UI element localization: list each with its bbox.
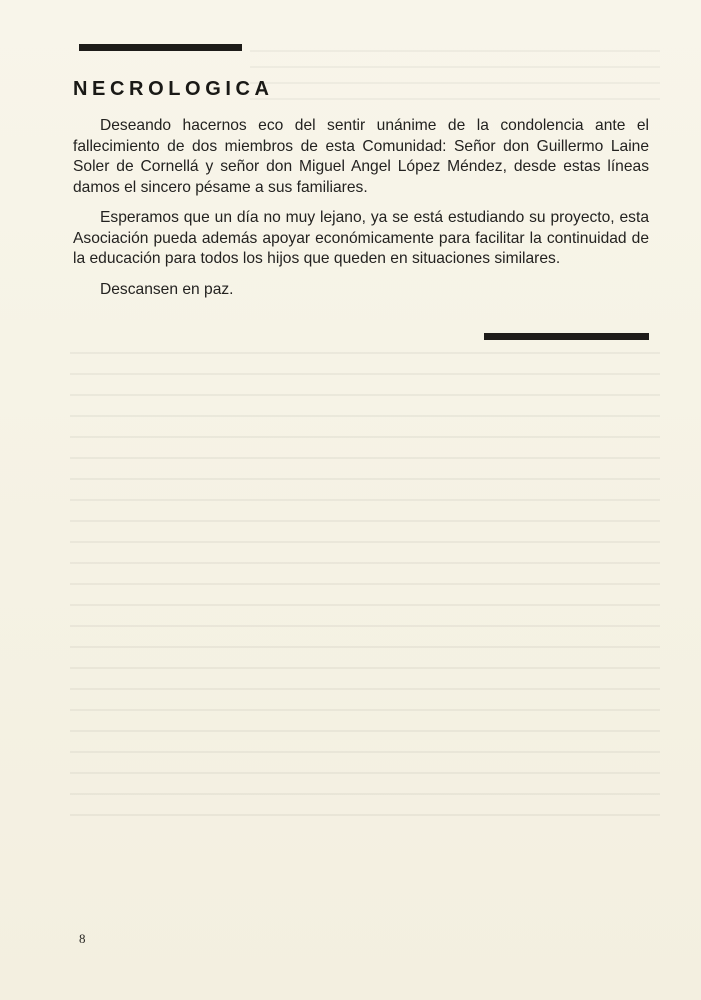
bottom-rule-bar bbox=[484, 333, 649, 340]
paragraph-closing: Descansen en paz. bbox=[100, 280, 234, 298]
page-number: 8 bbox=[79, 931, 86, 946]
paragraph-condolence: Deseando hacernos eco del sentir unánime de la condolencia ante el fallecimiento de dos miembros de esta Comunidad: Señor don Guillermo Laine Soler de Cornellá y señor don Miguel Angel López Méndez, desde estas líneas damos el sincero pésame a sus familiares. bbox=[73, 117, 649, 196]
show-through-texture bbox=[250, 40, 660, 100]
page-title: NECROLOGICA bbox=[73, 78, 274, 100]
article-body bbox=[73, 116, 649, 310]
top-rule-bar bbox=[79, 44, 242, 51]
paragraph-association: Esperamos que un día no muy lejano, ya se está estudiando su proyecto, esta Asociación pueda además apoyar económicamente para facilitar la continuidad de la educación para todos los hijos que queden en situaciones similares. bbox=[73, 209, 649, 267]
show-through-texture bbox=[70, 340, 660, 820]
